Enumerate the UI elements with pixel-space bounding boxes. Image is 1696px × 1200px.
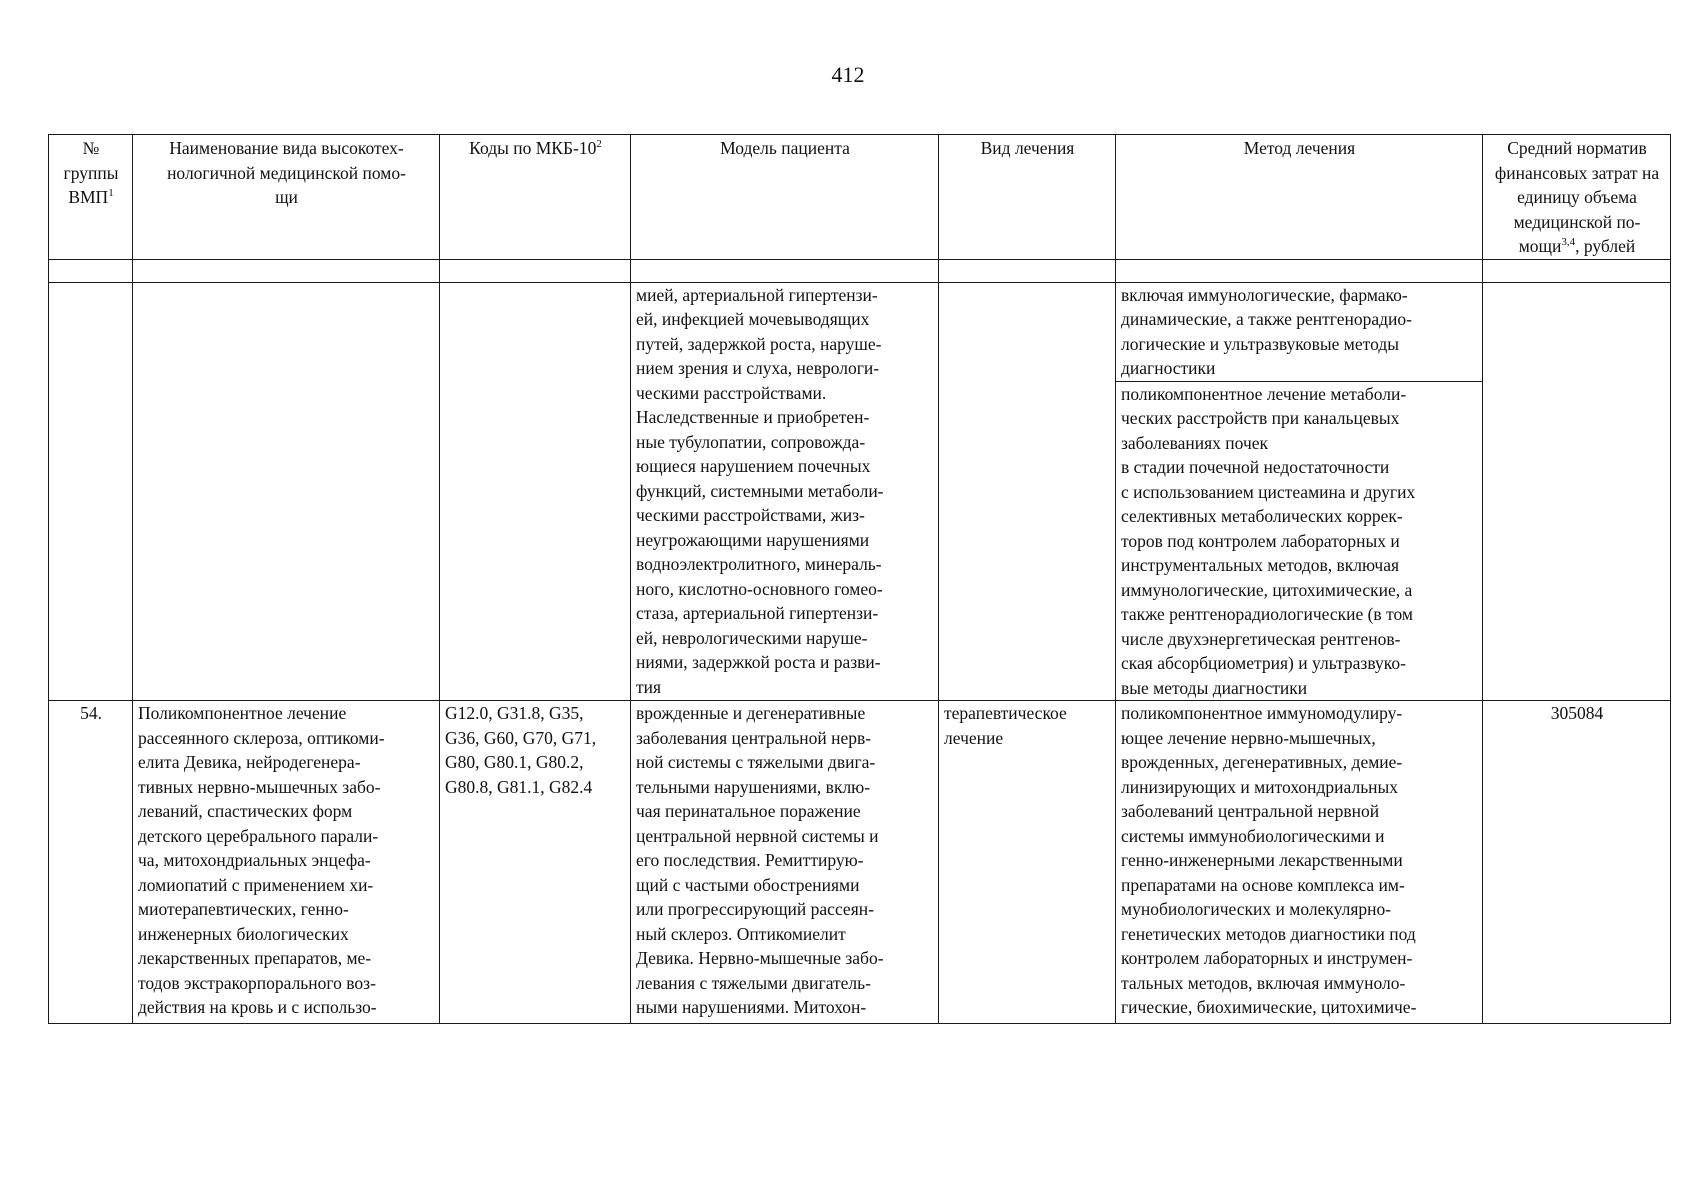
row-average-cost: 305084 xyxy=(1483,701,1671,1024)
row-group-number: 54. xyxy=(49,701,133,1024)
table-cell xyxy=(49,259,133,282)
header-treatment-type xyxy=(939,135,1116,260)
header-average-cost-text: Средний норматив финансовых затрат на единицу объема медицинской по- мощи xyxy=(1494,138,1660,256)
table-cell xyxy=(1116,259,1483,282)
row-patient-model: врожденные и дегенеративные заболевания центральной нерв- ной системы с тяжелыми двига- тельными нарушениями, вклю- чая перинатальное поражение центральной нервной системы и его последствия. Ремиттирую- щий с частыми обострениями или прогрессирующий рассеян- ный склероз. Оптикомиелит Девика. Нервно-мышечные забо- левания с тяжелыми двигатель- ными нарушениями. Митохон- xyxy=(631,701,939,1024)
table-cell xyxy=(1483,259,1671,282)
vmp-table xyxy=(48,134,1671,1024)
row-treatment-type: терапевтическое лечение xyxy=(939,701,1116,1024)
continuation-method-part1: включая иммунологические, фармако- динамические, а также рентгенорадио- логические и ультразвуковые методы диагностики xyxy=(1116,283,1482,382)
row-icd-codes: G12.0, G31.8, G35, G36, G60, G70, G71, G80, G80.1, G80.2, G80.8, G81.1, G82.4 xyxy=(440,701,631,1024)
table-cell xyxy=(440,259,631,282)
continuation-method-cell xyxy=(1116,282,1483,701)
header-care-type-name-text: Наименование вида высокотех- нологичной медицинской помо- щи xyxy=(167,138,406,207)
table-cell xyxy=(631,259,939,282)
header-patient-model-text: Модель пациента xyxy=(720,138,850,158)
table-cell xyxy=(133,259,440,282)
table-cell xyxy=(939,282,1116,701)
header-icd-codes xyxy=(440,135,631,260)
table-header-row xyxy=(49,135,1671,260)
header-care-type-name xyxy=(133,135,440,260)
continuation-method-part2: поликомпонентное лечение метаболи- ческих расстройств при канальцевых заболеваниях почек в стадии почечной недостаточности с использованием цистеамина и других селективных метаболических коррек- торов под контролем лабораторных и инструментальных методов, включая иммунологические, цитохимические, а также рентгенорадиологические (в том числе двухэнергетическая рентгенов- ская абсорбциометрия) и ультразвуко- вые методы диагностики xyxy=(1121,383,1416,698)
table-row-continuation xyxy=(49,282,1671,701)
header-treatment-type-text: Вид лечения xyxy=(980,138,1075,158)
row-care-type-name: Поликомпонентное лечение рассеянного склероза, оптикоми- елита Девика, нейродегенера- тивных нервно-мышечных забо- леваний, спастических форм детского церебрального парали- ча, митохондриальных энцефа- ломиопатий с применением хи- миотерапевтических, генно- инженерных биологических лекарственных препаратов, ме- тодов экстракорпорального воз- действия на кровь и с использо- xyxy=(133,701,440,1024)
header-icd-codes-text: Коды по МКБ-10 xyxy=(469,138,597,158)
header-average-cost-suffix: , рублей xyxy=(1575,236,1636,256)
footnote-ref: 2 xyxy=(596,138,602,151)
header-group-number xyxy=(49,135,133,260)
table-cell xyxy=(49,282,133,701)
footnote-ref: 1 xyxy=(108,187,114,200)
header-treatment-method-text: Метод лечения xyxy=(1243,138,1356,158)
table-cell xyxy=(133,282,440,701)
page-number: 412 xyxy=(831,62,865,87)
table-row xyxy=(49,701,1671,1024)
table-spacer-row xyxy=(49,259,1671,282)
header-group-number-text: № группы ВМП xyxy=(63,138,119,207)
continuation-patient-model: мией, артериальной гипертензи- ей, инфекцией мочевыводящих путей, задержкой роста, наруше- нием зрения и слуха, неврологи- ческими расстройствами. Наследственные и приобретен- ные тубулопатии, сопровожда- ющиеся нарушением почечных функций, системными метаболи- ческими расстройствами, жиз- неугрожающими нарушениями водноэлектролитного, минераль- ного, кислотно-основного гомео- стаза, артериальной гипертензи- ей, неврологическими наруше- ниями, задержкой роста и разви- тия xyxy=(631,282,939,701)
table-cell xyxy=(440,282,631,701)
table-cell xyxy=(1483,282,1671,701)
header-patient-model xyxy=(631,135,939,260)
row-treatment-method: поликомпонентное иммуномодулиру- ющее лечение нервно-мышечных, врожденных, дегенеративных, демие- линизирующих и митохондриальных заболеваний центральной нервной системы иммунобиологическими и генно-инженерными лекарственными препаратами на основе комплекса им- мунобиологических и молекулярно- генетических методов диагностики под контролем лабораторных и инструмен- тальных методов, включая иммуноло- гические, биохимические, цитохимиче- xyxy=(1116,701,1483,1024)
header-treatment-method xyxy=(1116,135,1483,260)
table-cell xyxy=(939,259,1116,282)
footnote-ref: 3,4 xyxy=(1561,236,1576,249)
header-average-cost xyxy=(1483,135,1671,260)
